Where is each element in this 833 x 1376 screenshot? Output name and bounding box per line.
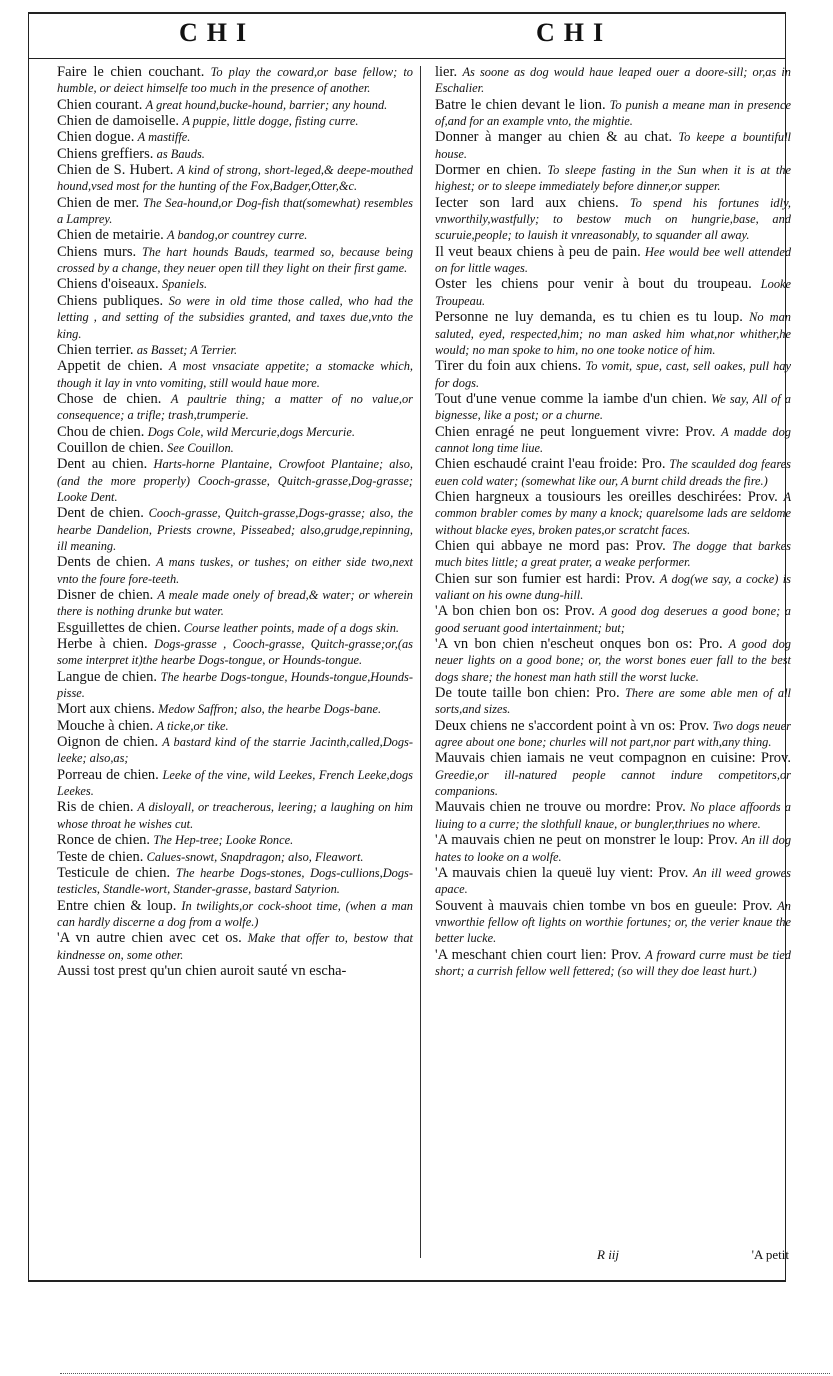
- entry-definition: So were in old time those called, who had the letting , and setting of the subsidies granted, and taxes due,vnto the king.: [57, 293, 414, 341]
- dictionary-entry: [57, 129, 413, 145]
- entry-headword: Il veut beaux chiens à peu de pain.: [435, 243, 641, 260]
- dictionary-entry: [57, 669, 413, 702]
- dictionary-entry: [57, 64, 413, 97]
- dictionary-entry: [435, 799, 791, 832]
- running-head-right: CHI: [536, 18, 613, 47]
- entry-definition: See Couillon.: [167, 440, 234, 455]
- entry-definition: A froward curre must be tied short; a currish fellow well fettered; (so will they doe least hurt.): [435, 947, 791, 978]
- dictionary-entry: [435, 64, 791, 97]
- entry-headword: Chien enragé ne peut longuement vivre: Prov.: [435, 423, 716, 440]
- entry-definition: Spaniels.: [161, 277, 208, 292]
- entry-headword: Chien sur son fumier est hardi: Prov.: [435, 570, 656, 587]
- entry-headword: Tirer du foin aux chiens.: [435, 358, 582, 375]
- entry-definition: A good dog deserues a good bone; a good seruant good intertainment; but;: [435, 604, 791, 635]
- dictionary-entry: [435, 309, 791, 358]
- entry-headword: Chien qui abbaye ne mord pas: Prov.: [435, 537, 666, 554]
- catchword: 'A petit: [751, 1247, 789, 1262]
- dictionary-entry: [435, 489, 791, 538]
- entry-definition: Looke Troupeau.: [435, 277, 792, 308]
- dictionary-entry: [435, 276, 791, 309]
- dictionary-entry: [435, 97, 791, 130]
- dictionary-entry: [57, 244, 413, 277]
- dictionary-entry: [435, 424, 791, 457]
- right-column: [435, 64, 791, 979]
- entry-definition: Hee would bee well attended on for little wages.: [435, 244, 792, 276]
- dictionary-entry: [435, 391, 791, 424]
- entry-definition: A bastard kind of the starrie Jacinth,called,Dogs-leeke; also,as;: [57, 735, 414, 766]
- entry-headword: Langue de chien.: [57, 668, 157, 685]
- entry-headword: 'A vn bon chien n'escheut onques bon os: Pro.: [435, 636, 723, 653]
- entry-headword: Chien hargneux a tousiours les oreilles deschirées: Prov.: [435, 488, 778, 505]
- entry-definition: No man saluted, eyed, respected,him; no man asked him what,nor whither,he would; no man spoke to him, no one tooke notice of him.: [435, 310, 791, 357]
- entry-definition: The hearbe Dogs-stones, Dogs-cullions,Dogs-testicles, Standle-wort, Stander-grasse, bastard Satyrion.: [57, 865, 413, 897]
- running-header: [29, 14, 785, 59]
- entry-definition: To sleepe fasting in the Sun when it is at the highest; or to sleepe immediately before dinner,or supper.: [435, 163, 792, 194]
- scan-edge-line: [60, 1373, 830, 1374]
- entry-headword: Dormer en chien.: [435, 162, 542, 179]
- column-divider: [420, 66, 421, 1258]
- dictionary-entry: [57, 391, 413, 424]
- entry-definition: A madde dog cannot long time liue.: [435, 424, 791, 455]
- entry-headword: lier.: [435, 64, 458, 80]
- dictionary-entry: [435, 195, 791, 244]
- dictionary-entry: [57, 195, 413, 228]
- entry-headword: Chiens greffiers.: [57, 145, 154, 162]
- running-head-left: CHI: [179, 18, 256, 47]
- entry-definition: Medow Saffron; also, the hearbe Dogs-bane.: [158, 702, 382, 717]
- entry-headword: Chose de chien.: [57, 390, 162, 407]
- entry-definition: An ill dog hates to looke on a wolfe.: [435, 833, 792, 864]
- dictionary-entry: [57, 358, 413, 391]
- entry-headword: Dent au chien.: [57, 456, 148, 473]
- entry-definition: as Basset; A Terrier.: [136, 342, 238, 357]
- entry-headword: Ris de chien.: [57, 799, 134, 816]
- dictionary-entry: [57, 276, 413, 292]
- dictionary-entry: [435, 358, 791, 391]
- entry-headword: Chien de mer.: [57, 194, 140, 211]
- dictionary-entry: [57, 767, 413, 800]
- entry-headword: Donner à manger au chien & au chat.: [435, 129, 673, 146]
- dictionary-entry: [435, 636, 791, 685]
- dictionary-entry: [435, 718, 791, 751]
- entry-headword: Esguillettes de chien.: [57, 619, 181, 636]
- dictionary-entry: [57, 898, 413, 931]
- entry-definition: Course leather points, made of a dogs skin.: [183, 620, 400, 635]
- entry-definition: The Sea-hound,or Dog-fish that(somewhat) resembles a Lamprey.: [57, 195, 413, 227]
- dictionary-entry: [435, 129, 791, 162]
- entry-headword: Chien de damoiselle.: [57, 113, 180, 130]
- entry-definition: A mastiffe.: [137, 130, 191, 145]
- entry-definition: A meale made onely of bread,& water; or wherein there is nothing drunke but water.: [57, 588, 413, 619]
- entry-definition: A good dog neuer lights on a good bone; or, the worst bones euer fall to the best dogs share; the honest man hath still the worst lucke.: [435, 637, 791, 684]
- entry-definition: as Bauds.: [156, 146, 205, 161]
- dictionary-entry: [57, 227, 413, 243]
- entry-definition: Dogs-grasse , Cooch-grasse, Quitch-grasse;or,(as some interpret it)the hearbe Dogs-tongue, or Hounds-tongue.: [57, 637, 413, 668]
- entry-headword: Mouche à chien.: [57, 717, 154, 734]
- entry-definition: The hearbe Dogs-tongue, Hounds-tongue,Hounds-pisse.: [57, 669, 413, 701]
- dictionary-entry: [435, 571, 791, 604]
- dictionary-entry: [57, 799, 413, 832]
- dictionary-entry: [57, 505, 413, 554]
- entry-definition: A mans tuskes, or tushes; on either side two,next vnto the foure fore-teeth.: [57, 555, 414, 586]
- entry-headword: Oster les chiens pour venir à bout du troupeau.: [435, 276, 752, 293]
- entry-definition: A disloyall, or treacherous, leering; a laughing on him whose throat he wishes cut.: [57, 800, 413, 831]
- entry-definition: A ticke,or tike.: [156, 718, 229, 733]
- entry-headword: Herbe à chien.: [57, 636, 148, 653]
- entry-headword: Entre chien & loup.: [57, 897, 177, 914]
- entry-headword: Chiens publiques.: [57, 292, 164, 309]
- dictionary-entry: [57, 146, 413, 162]
- dictionary-entry: [57, 620, 413, 636]
- entry-definition: Make that offer to, bestow that kindnesse on, some other.: [57, 931, 413, 962]
- entry-headword: Mauvais chien iamais ne veut compagnon en cuisine: Prov.: [435, 750, 791, 767]
- entry-definition: The hart hounds Bauds, tearmed so, because being crossed by a change, they neuer open till they light on their first game.: [57, 244, 414, 276]
- dictionary-entry: [435, 750, 791, 799]
- entry-definition: A bandog,or countrey curre.: [167, 228, 308, 243]
- dictionary-entry: [57, 162, 413, 195]
- entry-headword: Aussi tost prest qu'un chien auroit sauté vn escha-: [57, 962, 347, 979]
- entry-headword: Chiens murs.: [57, 243, 137, 260]
- dictionary-entry: [435, 865, 791, 898]
- entry-headword: 'A bon chien bon os: Prov.: [435, 603, 595, 620]
- entry-definition: To play the coward,or base fellow; to humble, or deiect himselfe too much in the presence of another.: [57, 65, 413, 96]
- page-footer: [435, 1247, 791, 1263]
- dictionary-entry: [57, 97, 413, 113]
- dictionary-entry: [57, 293, 413, 342]
- entry-headword: Mort aux chiens.: [57, 701, 155, 718]
- entry-headword: Porreau de chien.: [57, 766, 159, 783]
- entry-headword: Mauvais chien ne trouve ou mordre: Prov.: [435, 799, 686, 816]
- entry-headword: 'A mauvais chien la queuë luy vient: Prov.: [435, 864, 689, 881]
- left-column: [57, 64, 413, 979]
- dictionary-entry: [435, 456, 791, 489]
- entry-headword: Deux chiens ne s'accordent point à vn os: Prov.: [435, 717, 710, 734]
- entry-headword: Appetit de chien.: [57, 358, 163, 375]
- entry-definition: The Hep-tree; Looke Ronce.: [153, 833, 294, 848]
- entry-definition: We say, All of a bignesse, like a post; or a churne.: [435, 391, 791, 423]
- entry-headword: Tout d'une venue comme la iambe d'un chien.: [435, 390, 707, 407]
- entry-headword: Ronce de chien.: [57, 832, 151, 849]
- entry-definition: To keepe a bountifull house.: [435, 130, 791, 161]
- entry-definition: As soone as dog would haue leaped ouer a doore-sill; or,as in Eschalier.: [435, 65, 791, 96]
- dictionary-entry: [435, 538, 791, 571]
- entry-definition: The scaulded dog feares euen cold water; (somewhat like our, A burnt child dreads the fire.): [435, 457, 792, 488]
- entry-definition: To punish a meane man in presence of,and for an example vnto, the mightie.: [435, 97, 792, 129]
- entry-headword: Iecter son lard aux chiens.: [435, 194, 619, 211]
- dictionary-entry: [435, 947, 791, 980]
- dictionary-entry: [57, 554, 413, 587]
- entry-definition: Harts-horne Plantaine, Crowfoot Plantaine; also,(and the more properly) Cooch-grasse, Quitch-grasse,Dog-grasse; Looke Dent.: [57, 457, 413, 504]
- dictionary-entry: [435, 898, 791, 947]
- entry-headword: Chien courant.: [57, 96, 143, 113]
- dictionary-entry: [57, 440, 413, 456]
- entry-headword: Chien eschaudé craint l'eau froide: Pro.: [435, 456, 666, 473]
- entry-headword: Dents de chien.: [57, 554, 151, 571]
- entry-definition: A kind of strong, short-leged,& deepe-mouthed hound,vsed most for the hunting of the Fox,Badger,Otter,&c.: [57, 163, 413, 194]
- dictionary-entry: [57, 849, 413, 865]
- entry-definition: Dogs Cole, wild Mercurie,dogs Mercurie.: [147, 424, 355, 439]
- dictionary-entry: [57, 424, 413, 440]
- entry-definition: Greedie,or ill-natured people cannot indure competitors,or companions.: [435, 767, 791, 799]
- entry-headword: Testicule de chien.: [57, 864, 171, 881]
- entry-headword: Disner de chien.: [57, 587, 154, 603]
- dictionary-entry: [435, 832, 791, 865]
- entry-definition: To spend his fortunes idly, vnworthily,wastfully; to bestow much on hungrie,base, and scuruie,people; to lauish it vnreasonably, to squander all away.: [435, 195, 791, 243]
- entry-definition: A great hound,bucke-hound, barrier; any hound.: [145, 97, 388, 112]
- entry-headword: Oignon de chien.: [57, 734, 159, 751]
- dictionary-entry: [57, 113, 413, 129]
- entry-definition: An ill weed growes apace.: [435, 865, 792, 897]
- entry-headword: Chien de S. Hubert.: [57, 162, 174, 179]
- entry-headword: Chiens d'oiseaux.: [57, 276, 159, 293]
- entry-headword: Teste de chien.: [57, 848, 144, 865]
- dictionary-entry: [57, 930, 413, 963]
- entry-definition: Cooch-grasse, Quitch-grasse,Dogs-grasse; also, the hearbe Dandelion, Priests crowne, Pisseabed; also,grudge,repinning, ill meaning.: [57, 506, 414, 553]
- entry-definition: No place affoords a liuing to a curre; the slothfull knaue, or bungler,thriues no where.: [435, 800, 792, 831]
- signature-mark: R iij: [597, 1247, 620, 1262]
- entry-headword: Chien dogue.: [57, 129, 135, 146]
- entry-definition: A paultrie thing; a matter of no value,or consequence; a trifle; trash,trumperie.: [57, 391, 413, 423]
- entry-definition: Leeke of the vine, wild Leekes, French Leeke,dogs Leekes.: [57, 767, 414, 799]
- entry-definition: The dogge that barkes much bites little; a great prater, a weake performer.: [435, 538, 791, 570]
- entry-definition: There are some able men of all sorts,and sizes.: [435, 686, 791, 717]
- entry-headword: Chien de metairie.: [57, 227, 164, 244]
- dictionary-entry: [57, 865, 413, 898]
- dictionary-entry: [57, 832, 413, 848]
- dictionary-entry: [57, 718, 413, 734]
- entry-definition: To vomit, spue, cast, sell oakes, pull hay for dogs.: [435, 359, 792, 390]
- dictionary-page: [28, 12, 792, 1282]
- entry-definition: A common brabler comes by many a knock; quarelsome lads are seldome without blacke eyes, broken pates,or scratcht faces.: [435, 489, 792, 537]
- entry-headword: Couillon de chien.: [57, 439, 164, 456]
- entry-headword: Chou de chien.: [57, 423, 145, 440]
- dictionary-entry: [435, 603, 791, 636]
- entry-headword: Chien terrier.: [57, 341, 134, 358]
- entry-headword: Personne ne luy demanda, es tu chien es tu loup.: [435, 309, 743, 326]
- dictionary-entry: [435, 685, 791, 718]
- entry-definition: In twilights,or cock-shoot time, (when a man can hardly discerne a dog from a wolfe.): [57, 898, 413, 929]
- entry-headword: Dent de chien.: [57, 505, 144, 522]
- entry-definition: A puppie, little dogge, fisting curre.: [182, 114, 359, 129]
- dictionary-entry: [57, 636, 413, 669]
- dictionary-entry: [57, 342, 413, 358]
- entry-headword: Souvent à mauvais chien tombe vn bos en gueule: Prov.: [435, 897, 773, 914]
- entry-definition: A most vnsaciate appetite; a stomacke which, though it lay in vnto vomiting, still would haue more.: [57, 359, 413, 390]
- entry-headword: Batre le chien devant le lion.: [435, 96, 606, 113]
- entry-headword: 'A mauvais chien ne peut on monstrer le loup: Prov.: [435, 832, 738, 849]
- dictionary-entry: [57, 456, 413, 505]
- dictionary-entry: [57, 587, 413, 620]
- entry-definition: An vnworthie fellow oft lights on worthie fortunes; or, the verier knaue the better lucke.: [435, 898, 791, 946]
- entry-headword: 'A vn autre chien avec cet os.: [57, 930, 242, 947]
- dictionary-entry: [57, 963, 413, 979]
- entry-definition: Two dogs neuer agree about one bone; churles will not part,nor part with,any thing.: [435, 718, 791, 750]
- dictionary-entry: [57, 734, 413, 767]
- dictionary-entry: [435, 244, 791, 277]
- dictionary-entry: [435, 162, 791, 195]
- dictionary-entry: [57, 701, 413, 717]
- entry-headword: De toute taille bon chien: Pro.: [435, 685, 620, 702]
- entry-headword: 'A meschant chien court lien: Prov.: [435, 946, 642, 963]
- entry-definition: A dog(we say, a cocke) is valiant on his owne dung-hill.: [435, 571, 791, 602]
- entry-headword: Faire le chien couchant.: [57, 64, 205, 80]
- entry-definition: Calues-snowt, Snapdragon; also, Fleawort.: [146, 849, 364, 864]
